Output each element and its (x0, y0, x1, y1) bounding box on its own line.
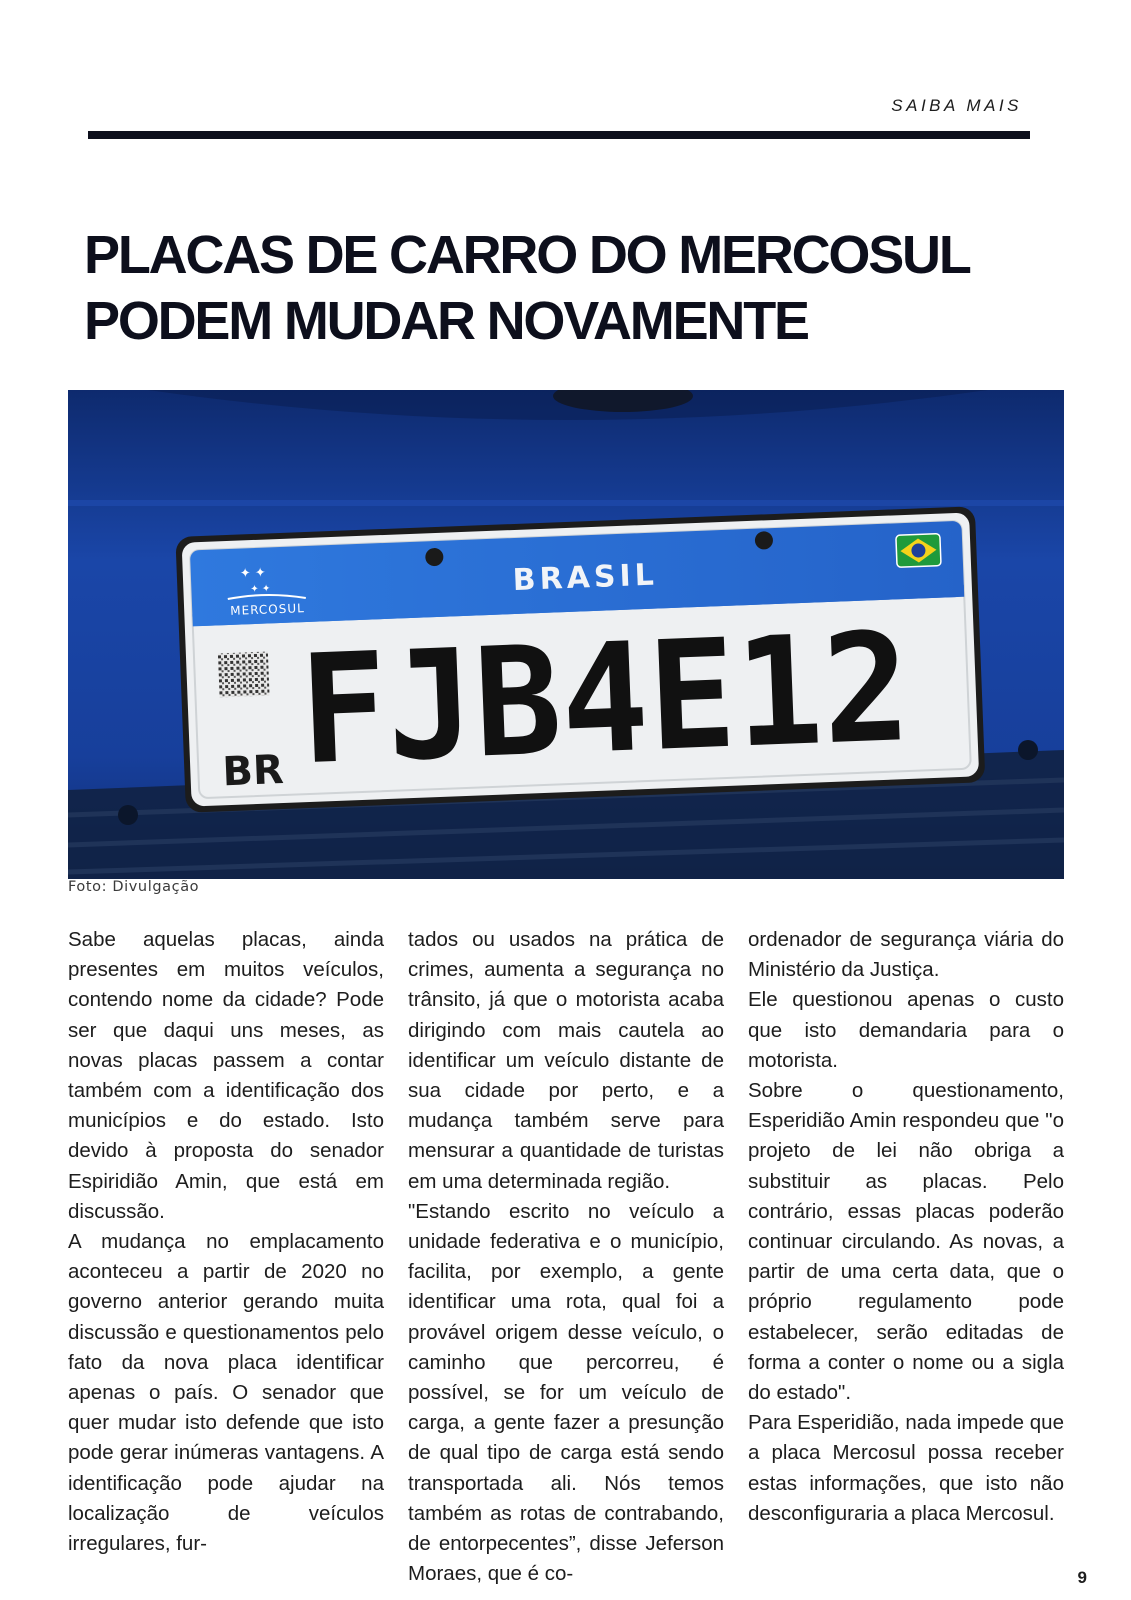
plate-code: BR (221, 747, 285, 796)
article-column-3 (748, 925, 1064, 1529)
paragraph: Sabe aquelas placas, ainda presentes em muitos veículos, contendo nome da cidade? Pode ser que daqui uns meses, as novas placas passem a contar também com a identificação dos municípios e do estado. Isto devido à proposta do senador Espiridião Amin, que está em discussão. (68, 928, 384, 1223)
paragraph: tados ou usados na prática de crimes, aumenta a segurança no trânsito, já que o motorista acaba dirigindo com mais cautela ao identificar um veículo distante de sua cidade por perto, e a mudança também serve para mensurar a quantidade de turistas em uma determinada região. (408, 928, 724, 1193)
article-column-2 (408, 925, 724, 1589)
paragraph: ordenador de segurança viária do Ministério da Justiça. (748, 928, 1064, 982)
page-number: 9 (1077, 1568, 1087, 1587)
paragraph: Ele questionou apenas o custo que isto demandaria para o motorista. (748, 988, 1064, 1072)
plate-country: BRASIL (512, 557, 659, 599)
header-rule (88, 131, 1030, 139)
article-photo (68, 390, 1064, 879)
paragraph: Para Esperidião, nada impede que a placa Mercosul possa receber estas informações, que isto não desconfiguraria a placa Mercosul. (748, 1411, 1064, 1525)
article-title (84, 222, 1064, 354)
svg-text:✦ ✦: ✦ ✦ (239, 565, 267, 582)
paragraph: A mudança no emplacamento aconteceu a partir de 2020 no governo anterior gerando muita discussão e questionamentos pelo fato da nova placa identificar apenas o país. O senador que quer mudar isto defende que isto pode gerar inúmeras vantagens. A identificação pode ajudar na localização de veículos irregulares, fur- (68, 1230, 384, 1556)
section-label: SAIBA MAIS (891, 96, 1022, 115)
article-column-1 (68, 925, 384, 1559)
paragraph: "Estando escrito no veículo a unidade federativa e o município, facilita, por exemplo, a gente identificar uma rota, qual foi a provável origem desse veículo, o caminho que percorreu, é possível, se for um veículo de carga, a gente fazer a presunção de qual tipo de carga está sendo transportada ali. Nós temos também as rotas de contrabando, de entorpecentes”, disse Jeferson Moraes, que é co- (408, 1199, 724, 1586)
article-title-line-2: PODEM MUDAR NOVAMENTE (84, 291, 808, 351)
plate-bloc: MERCOSUL (229, 601, 306, 618)
license-plate-photo (68, 390, 1064, 879)
brazil-flag-icon (896, 534, 941, 568)
svg-text:✦ ✦: ✦ ✦ (250, 583, 271, 596)
paragraph: Sobre o questionamento, Esperidião Amin respondeu que "o projeto de lei não obriga a substituir as placas. Pelo contrário, essas placas poderão continuar circulando. As novas, a partir de uma certa data, que o próprio regulamento pode estabelecer, serão editadas de forma a conter o nome ou a sigla do estado". (748, 1079, 1064, 1405)
article-title-line-1: PLACAS DE CARRO DO MERCOSUL (84, 225, 970, 285)
photo-caption: Foto: Divulgação (68, 879, 200, 895)
plate-number: FJB4E12 (296, 600, 936, 799)
qr-code-icon (218, 652, 270, 698)
license-plate (175, 506, 985, 813)
